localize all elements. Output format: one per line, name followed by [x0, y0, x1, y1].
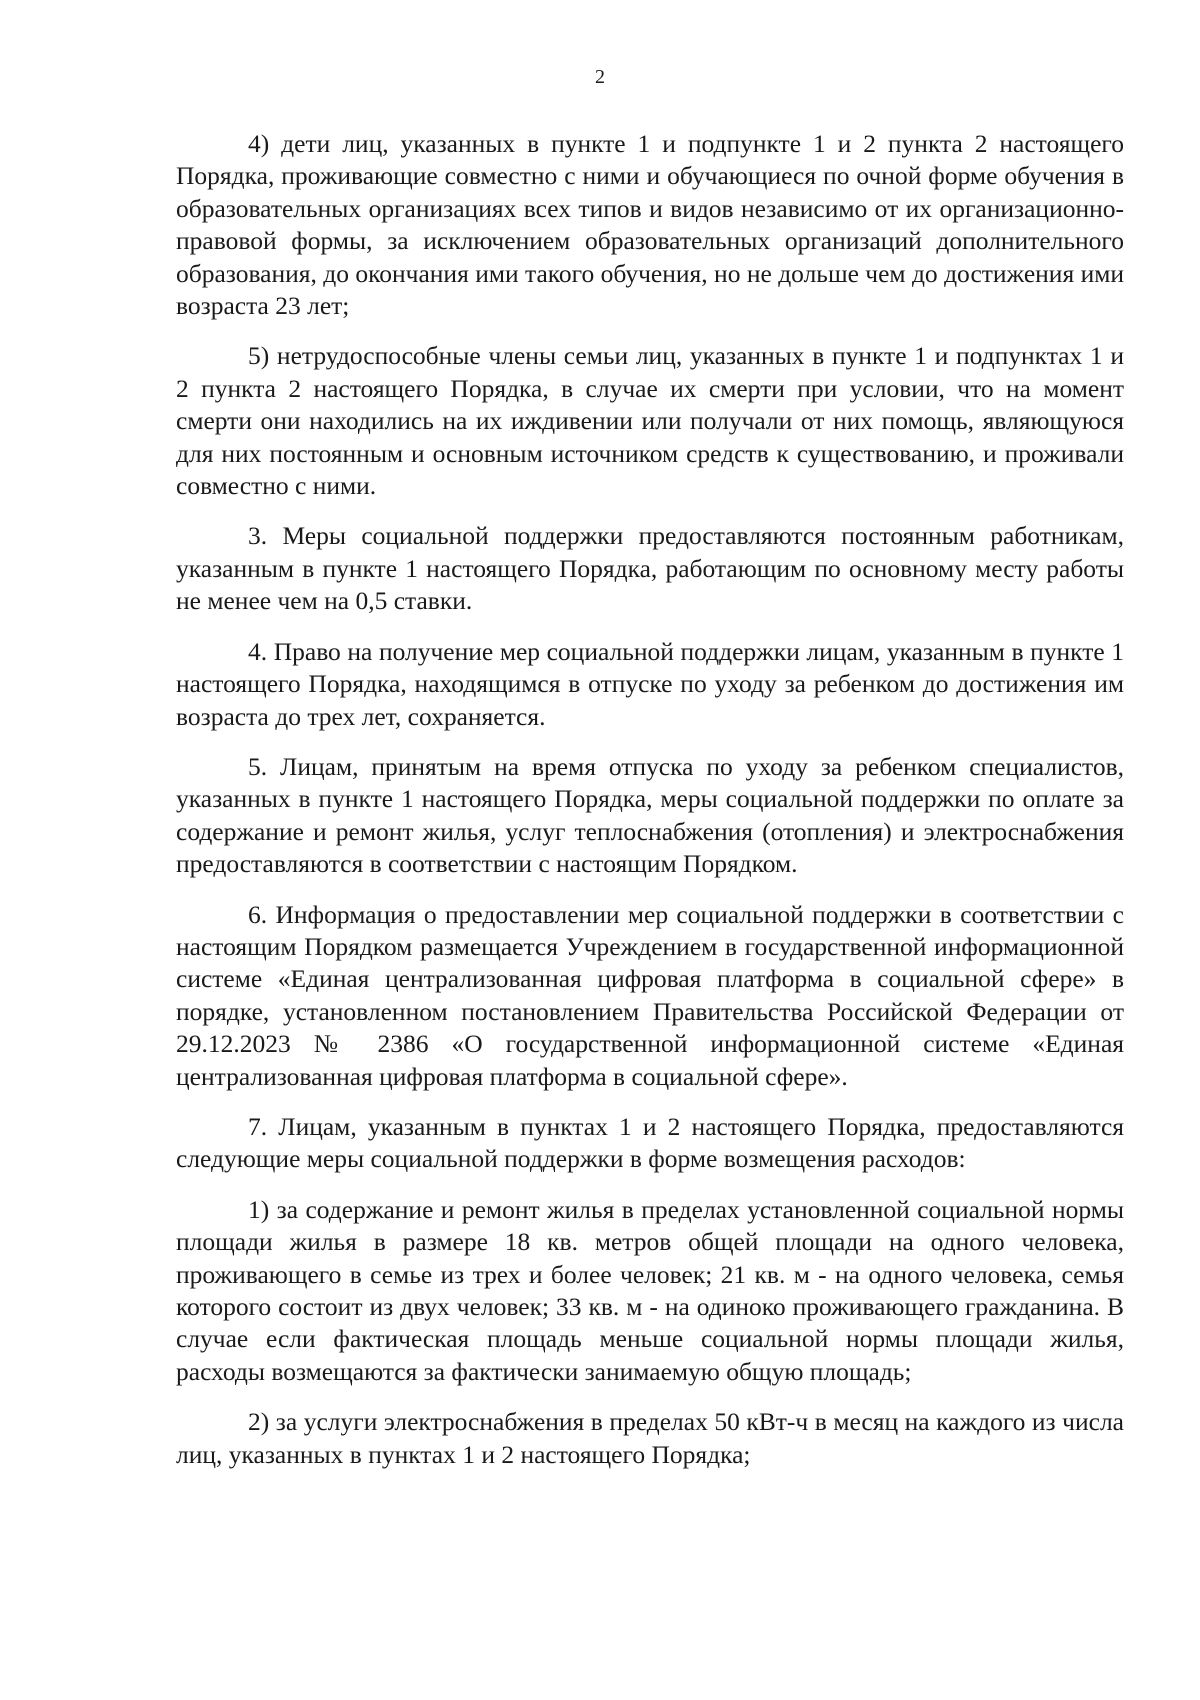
- paragraph-subclause-electricity: 2) за услуги электроснабжения в пределах 50 кВт-ч в месяц на каждого из числа лиц, указанных в пунктах 1 и 2 настоящего Порядка;: [176, 1407, 1124, 1469]
- paragraph-clause-6: 6. Информация о предоставлении мер социальной поддержки в соответствии с настоящим Порядком размещается Учреждением в государственной информационной системе «Единая централизованная цифровая платформа в социальной сфере» в порядке, установленном постановлением Правительства Российской Федерации от 29.12.2023 № 2386 «О государственной информационной системе «Единая централизованная цифровая платформа в социальной сфере».: [176, 899, 1124, 1091]
- paragraph-disabled-family-members: 5) нетрудоспособные члены семьи лиц, указанных в пункте 1 и подпунктах 1 и 2 пункта 2 настоящего Порядка, в случае их смерти при условии, что на момент смерти они находились на их иждивении или получали от них помощь, являющуюся для них постоянным и основным источником средств к существованию, и проживали совместно с ними.: [176, 341, 1124, 501]
- page-number: 2: [595, 66, 605, 88]
- paragraph-clause-5: 5. Лицам, принятым на время отпуска по уходу за ребенком специалистов, указанных в пункте 1 настоящего Порядка, меры социальной поддержки по оплате за содержание и ремонт жилья, услуг теплоснабжения (отопления) и электроснабжения предоставляются в соответствии с настоящим Порядком.: [176, 751, 1124, 879]
- paragraph-clause-4: 4. Право на получение мер социальной поддержки лицам, указанным в пункте 1 настоящего Порядка, находящимся в отпуске по уходу за ребенком до достижения им возраста до трех лет, сохраняется.: [176, 636, 1124, 731]
- paragraph-clause-7: 7. Лицам, указанным в пунктах 1 и 2 настоящего Порядка, предоставляются следующие меры социальной поддержки в форме возмещения расходов:: [176, 1111, 1124, 1174]
- document-body: [176, 128, 1124, 1489]
- paragraph-children-of-persons: 4) дети лиц, указанных в пункте 1 и подпункте 1 и 2 пункта 2 настоящего Порядка, проживающие совместно с ними и обучающиеся по очной форме обучения в образовательных организациях всех типов и видов независимо от их организационно-правовой формы, за исключением образовательных организаций дополнительного образования, до окончания ими такого обучения, но не дольше чем до достижения ими возраста 23 лет;: [176, 129, 1124, 321]
- paragraph-clause-3: 3. Меры социальной поддержки предоставляются постоянным работникам, указанным в пункте 1 настоящего Порядка, работающим по основному месту работы не менее чем на 0,5 ставки.: [176, 521, 1124, 616]
- paragraph-subclause-housing: 1) за содержание и ремонт жилья в пределах установленной социальной нормы площади жилья в размере 18 кв. метров общей площади на одного человека, проживающего в семье из трех и более человек; 21 кв. м - на одного человека, семья которого состоит из двух человек; 33 кв. м - на одиноко проживающего гражданина. В случае если фактическая площадь меньше социальной нормы площади жилья, расходы возмещаются за фактически занимаемую общую площадь;: [176, 1194, 1124, 1386]
